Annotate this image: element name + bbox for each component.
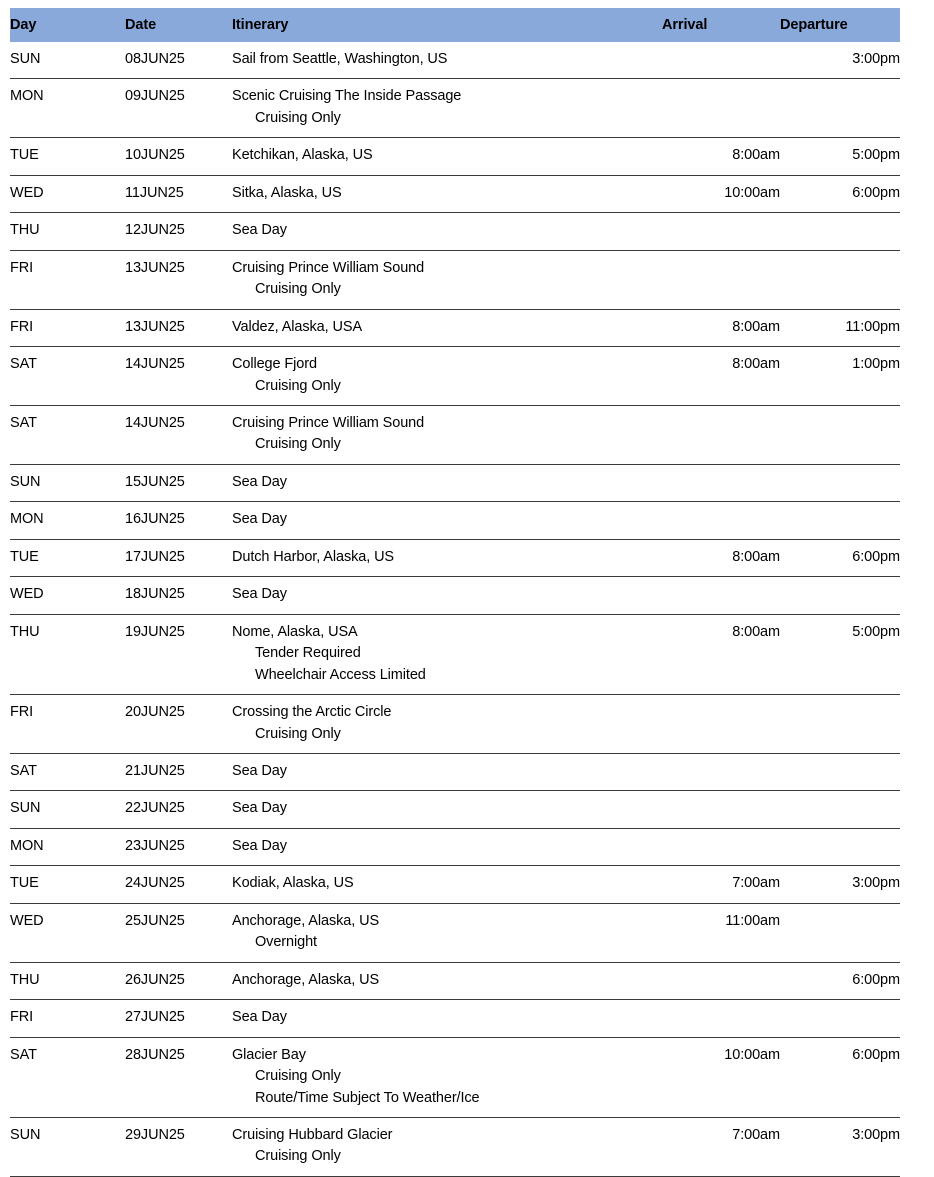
- itinerary-note: Overnight: [255, 934, 317, 951]
- table-row: [10, 903, 900, 962]
- cell-arrival: 11:00am: [725, 912, 780, 929]
- cell-date: 14JUN25: [125, 414, 185, 431]
- cell-arrival: [662, 502, 780, 539]
- cell-departure: 3:00pm: [852, 1126, 900, 1143]
- cell-departure: 6:00pm: [852, 184, 900, 201]
- table-row: [10, 1117, 900, 1176]
- cell-day: SUN: [10, 800, 41, 817]
- cell-itinerary: [232, 138, 662, 175]
- itinerary-port-name: Dutch Harbor, Alaska, US: [232, 548, 395, 565]
- itinerary-port-name: Sail from Seattle, Washington, US: [232, 51, 448, 67]
- cell-itinerary: [232, 42, 662, 79]
- cell-day: THU: [10, 623, 40, 640]
- cell-date: 21JUN25: [125, 762, 185, 779]
- cell-day: MON: [10, 511, 44, 528]
- cell-arrival: 10:00am: [724, 1046, 780, 1063]
- cell-itinerary: [232, 1000, 662, 1037]
- cell-itinerary: [232, 250, 662, 309]
- cell-departure: 3:00pm: [852, 51, 900, 67]
- cell-date: 26JUN25: [125, 971, 185, 988]
- itinerary-note: Cruising Only: [255, 1148, 341, 1165]
- cell-day: THU: [10, 971, 40, 988]
- cell-date: 11JUN25: [125, 184, 184, 201]
- cell-arrival: [662, 753, 780, 790]
- itinerary-port-name: Sea Day: [232, 586, 287, 603]
- cell-itinerary: [232, 309, 662, 346]
- table-row: [10, 753, 900, 790]
- itinerary-port-name: Cruising Hubbard Glacier: [232, 1126, 393, 1143]
- itinerary-port-name: Anchorage, Alaska, US: [232, 971, 380, 988]
- cell-day: THU: [10, 222, 40, 239]
- cell-departure: [780, 464, 900, 501]
- column-header-departure: Departure: [780, 17, 848, 33]
- cell-itinerary: [232, 866, 662, 903]
- table-header-row: [10, 8, 900, 42]
- cell-departure: [780, 695, 900, 754]
- table-row: [10, 42, 900, 79]
- cell-day: MON: [10, 837, 44, 854]
- cell-arrival: 8:00am: [732, 318, 780, 335]
- table-row: [10, 1000, 900, 1037]
- cell-departure: 6:00pm: [852, 1046, 900, 1063]
- cell-date: 12JUN25: [125, 222, 185, 239]
- itinerary-port-name: Sea Day: [232, 762, 287, 779]
- table-row: [10, 405, 900, 464]
- cell-day: TUE: [10, 147, 39, 164]
- cell-day: SUN: [10, 473, 41, 490]
- cell-departure: [780, 405, 900, 464]
- cell-day: TUE: [10, 875, 39, 892]
- cell-day: SAT: [10, 1046, 37, 1063]
- table-row: [10, 1037, 900, 1117]
- table-row: [10, 539, 900, 576]
- cell-arrival: [662, 79, 780, 138]
- cell-day: WED: [10, 912, 44, 929]
- cell-itinerary: [232, 464, 662, 501]
- itinerary-port-name: Anchorage, Alaska, US: [232, 912, 380, 929]
- cell-arrival: [662, 42, 780, 79]
- cell-date: 13JUN25: [125, 259, 185, 276]
- cell-departure: [780, 79, 900, 138]
- cell-itinerary: [232, 962, 662, 999]
- itinerary-note: Cruising Only: [255, 377, 341, 394]
- cell-day: WED: [10, 184, 44, 201]
- cell-date: 13JUN25: [125, 318, 185, 335]
- cell-arrival: 10:00am: [724, 184, 780, 201]
- cell-itinerary: [232, 502, 662, 539]
- cell-date: 24JUN25: [125, 875, 185, 892]
- cell-itinerary: [232, 903, 662, 962]
- itinerary-port-name: Cruising Prince William Sound: [232, 259, 425, 276]
- itinerary-port-name: Sitka, Alaska, US: [232, 184, 342, 201]
- table-row: [10, 138, 900, 175]
- itinerary-port-name: Sea Day: [232, 473, 287, 490]
- cell-itinerary: [232, 1117, 662, 1176]
- table-row: [10, 962, 900, 999]
- cell-arrival: [662, 791, 780, 828]
- table-row: [10, 309, 900, 346]
- cell-date: 27JUN25: [125, 1009, 185, 1026]
- cell-day: SAT: [10, 414, 37, 431]
- table-row: [10, 577, 900, 614]
- cell-departure: [780, 791, 900, 828]
- itinerary-note: Cruising Only: [255, 109, 341, 126]
- table-row: [10, 213, 900, 250]
- cell-arrival: [662, 464, 780, 501]
- itinerary-port-name: Nome, Alaska, USA: [232, 623, 358, 640]
- itinerary-port-name: Scenic Cruising The Inside Passage: [232, 88, 462, 105]
- cell-day: MON: [10, 88, 44, 105]
- cell-date: 25JUN25: [125, 912, 185, 929]
- column-header-itinerary: Itinerary: [232, 17, 289, 33]
- cell-arrival: 7:00am: [732, 875, 780, 892]
- cell-date: 08JUN25: [125, 51, 185, 67]
- cell-itinerary: [232, 79, 662, 138]
- table-row: [10, 347, 900, 406]
- cell-date: 29JUN25: [125, 1126, 185, 1143]
- cell-departure: [780, 577, 900, 614]
- cell-itinerary: [232, 347, 662, 406]
- column-header-day: Day: [10, 17, 37, 33]
- cell-itinerary: [232, 213, 662, 250]
- cell-day: FRI: [10, 704, 34, 721]
- cell-arrival: [662, 828, 780, 865]
- column-header-arrival: Arrival: [662, 17, 708, 33]
- itinerary-port-name: Crossing the Arctic Circle: [232, 704, 392, 721]
- cell-arrival: 8:00am: [732, 356, 780, 373]
- cell-departure: 5:00pm: [852, 623, 900, 640]
- itinerary-note: Cruising Only: [255, 725, 341, 742]
- cell-departure: 5:00pm: [852, 147, 900, 164]
- cell-date: 28JUN25: [125, 1046, 185, 1063]
- cell-arrival: 8:00am: [732, 548, 780, 565]
- cell-itinerary: [232, 614, 662, 694]
- itinerary-note: Route/Time Subject To Weather/Ice: [255, 1089, 480, 1106]
- cell-itinerary: [232, 753, 662, 790]
- cell-arrival: [662, 577, 780, 614]
- cell-day: FRI: [10, 318, 34, 335]
- cell-itinerary: [232, 175, 662, 212]
- table-row: [10, 695, 900, 754]
- table-body: [10, 42, 900, 1176]
- cell-itinerary: [232, 695, 662, 754]
- cell-date: 20JUN25: [125, 704, 185, 721]
- cell-date: 10JUN25: [125, 147, 185, 164]
- cell-day: SUN: [10, 51, 41, 67]
- table-row: [10, 828, 900, 865]
- cell-arrival: 8:00am: [732, 147, 780, 164]
- cell-arrival: 7:00am: [732, 1126, 780, 1143]
- cell-date: 14JUN25: [125, 356, 185, 373]
- cruise-itinerary-table: [10, 8, 900, 1177]
- table-row: [10, 866, 900, 903]
- itinerary-port-name: Sea Day: [232, 222, 287, 239]
- cell-date: 15JUN25: [125, 473, 185, 490]
- cell-date: 19JUN25: [125, 623, 185, 640]
- cell-itinerary: [232, 405, 662, 464]
- table-row: [10, 79, 900, 138]
- itinerary-port-name: Glacier Bay: [232, 1046, 306, 1063]
- itinerary-note: Cruising Only: [255, 436, 341, 453]
- cell-day: SAT: [10, 356, 37, 373]
- cell-itinerary: [232, 791, 662, 828]
- itinerary-port-name: Valdez, Alaska, USA: [232, 318, 363, 335]
- itinerary-note: Tender Required: [255, 645, 361, 662]
- cell-departure: [780, 502, 900, 539]
- cell-departure: 6:00pm: [852, 548, 900, 565]
- cell-date: 17JUN25: [125, 548, 185, 565]
- cell-departure: [780, 250, 900, 309]
- cell-departure: [780, 903, 900, 962]
- cell-departure: 3:00pm: [852, 875, 900, 892]
- cell-date: 16JUN25: [125, 511, 185, 528]
- cell-day: SUN: [10, 1126, 41, 1143]
- itinerary-note: Wheelchair Access Limited: [255, 666, 426, 683]
- table-row: [10, 791, 900, 828]
- cell-departure: [780, 753, 900, 790]
- table-row: [10, 464, 900, 501]
- itinerary-port-name: Sea Day: [232, 837, 287, 854]
- cell-day: TUE: [10, 548, 39, 565]
- table-row: [10, 175, 900, 212]
- cell-departure: 11:00pm: [845, 318, 900, 335]
- itinerary-port-name: Ketchikan, Alaska, US: [232, 147, 373, 164]
- cell-departure: [780, 213, 900, 250]
- cell-itinerary: [232, 539, 662, 576]
- cell-arrival: 8:00am: [732, 623, 780, 640]
- cell-date: 09JUN25: [125, 88, 185, 105]
- cell-itinerary: [232, 577, 662, 614]
- itinerary-note: Cruising Only: [255, 281, 341, 298]
- itinerary-port-name: Sea Day: [232, 511, 287, 528]
- column-header-date: Date: [125, 17, 157, 33]
- cell-day: WED: [10, 586, 44, 603]
- itinerary-port-name: Kodiak, Alaska, US: [232, 875, 354, 892]
- itinerary-port-name: Sea Day: [232, 1009, 287, 1026]
- cell-day: FRI: [10, 259, 34, 276]
- cell-date: 18JUN25: [125, 586, 185, 603]
- table-row: [10, 614, 900, 694]
- itinerary-port-name: Cruising Prince William Sound: [232, 414, 425, 431]
- cell-departure: [780, 828, 900, 865]
- cell-arrival: [662, 250, 780, 309]
- cell-date: 23JUN25: [125, 837, 185, 854]
- cell-arrival: [662, 213, 780, 250]
- cell-departure: 6:00pm: [852, 971, 900, 988]
- cell-itinerary: [232, 828, 662, 865]
- itinerary-port-name: College Fjord: [232, 356, 317, 373]
- cell-arrival: [662, 695, 780, 754]
- table-row: [10, 502, 900, 539]
- cell-arrival: [662, 962, 780, 999]
- cell-date: 22JUN25: [125, 800, 185, 817]
- cell-itinerary: [232, 1037, 662, 1117]
- cell-departure: [780, 1000, 900, 1037]
- cell-arrival: [662, 1000, 780, 1037]
- itinerary-port-name: Sea Day: [232, 800, 287, 817]
- itinerary-note: Cruising Only: [255, 1068, 341, 1085]
- table-row: [10, 250, 900, 309]
- cell-day: FRI: [10, 1009, 34, 1026]
- cell-departure: 1:00pm: [852, 356, 900, 373]
- cell-day: SAT: [10, 762, 37, 779]
- cell-arrival: [662, 405, 780, 464]
- table-header: [10, 8, 900, 42]
